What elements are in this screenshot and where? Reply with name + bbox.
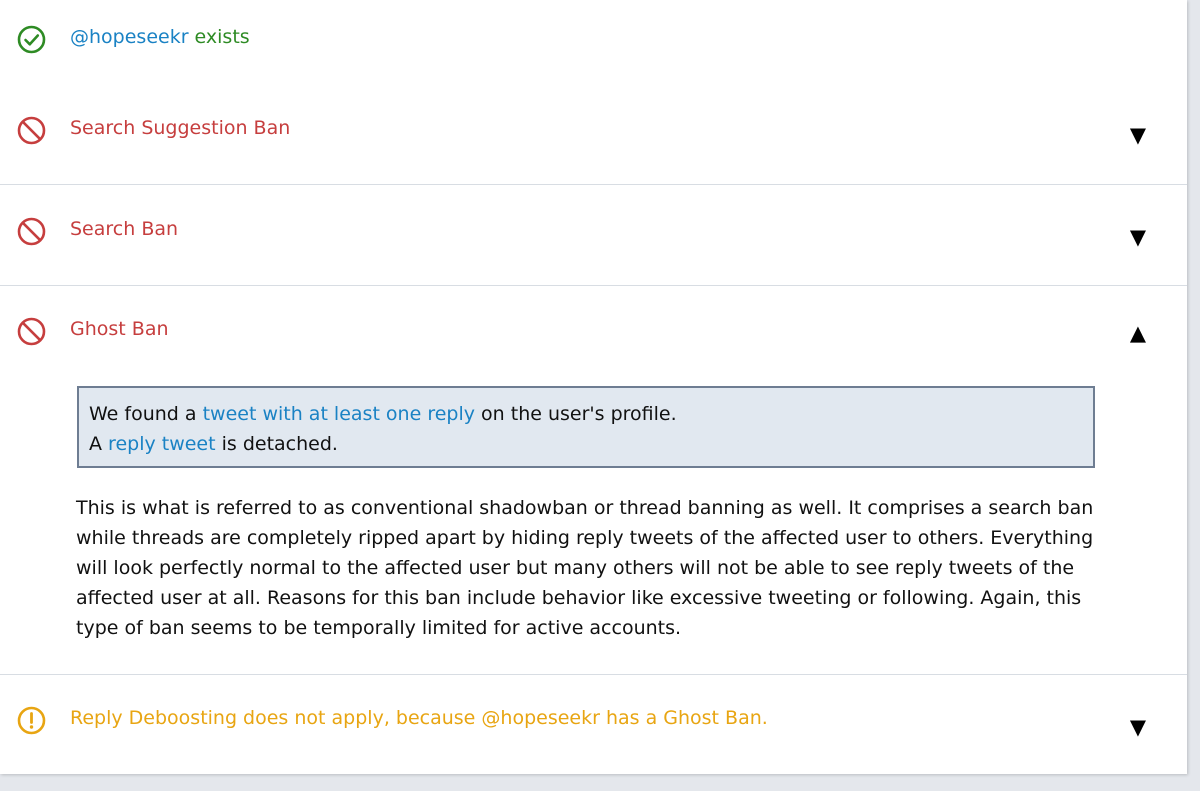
expand-toggle-icon[interactable]: ▼ xyxy=(1129,225,1147,249)
search-ban-label: Search Ban xyxy=(70,218,179,240)
ban-icon xyxy=(17,317,46,346)
exists-row xyxy=(0,0,1187,80)
infobox-text: is detached. xyxy=(215,433,338,455)
infobox-line-1 xyxy=(89,399,1083,429)
infobox-text: We found a xyxy=(89,403,203,425)
infobox-text: on the user's profile. xyxy=(475,403,677,425)
ghost-ban-label: Ghost Ban xyxy=(70,318,169,340)
exists-label xyxy=(70,25,250,49)
ban-icon xyxy=(17,116,46,145)
user-handle-link[interactable]: @hopeseekr xyxy=(70,26,189,48)
search-suggestion-ban-label: Search Suggestion Ban xyxy=(70,117,291,139)
infobox-text: A xyxy=(89,433,109,455)
reply-deboosting-row[interactable] xyxy=(0,675,1187,774)
reply-deboosting-label: Reply Deboosting does not apply, because @hopeseekr has a Ghost Ban. xyxy=(70,707,768,729)
ban-icon xyxy=(17,217,46,246)
warning-circle-icon xyxy=(17,706,46,735)
search-suggestion-ban-row[interactable] xyxy=(0,80,1187,184)
expand-toggle-icon[interactable]: ▼ xyxy=(1129,123,1147,147)
ghost-ban-description: This is what is referred to as conventional shadowban or thread banning as well. It comprises a search ban while threads are completely ripped apart by hiding reply tweets of the affected user to others. Everything will look perfectly normal to the affected user but many others will not be able to see reply tweets of the affected user at all. Reasons for this ban include behavior like excessive tweeting or following. Again, this type of ban seems to be temporally limited for active accounts. xyxy=(76,497,1094,639)
check-circle-icon xyxy=(17,25,46,54)
exists-text: exists xyxy=(188,26,250,48)
ghost-ban-row[interactable] xyxy=(0,286,1187,376)
reply-tweet-link[interactable]: reply tweet xyxy=(108,433,216,455)
expand-toggle-icon[interactable]: ▼ xyxy=(1129,715,1147,739)
infobox-line-2 xyxy=(89,429,1083,459)
ghost-ban-result-box xyxy=(77,386,1095,468)
search-ban-row[interactable] xyxy=(0,185,1187,285)
collapse-toggle-icon[interactable]: ▲ xyxy=(1129,321,1147,345)
tweet-with-reply-link[interactable]: tweet with at least one reply xyxy=(202,403,475,425)
